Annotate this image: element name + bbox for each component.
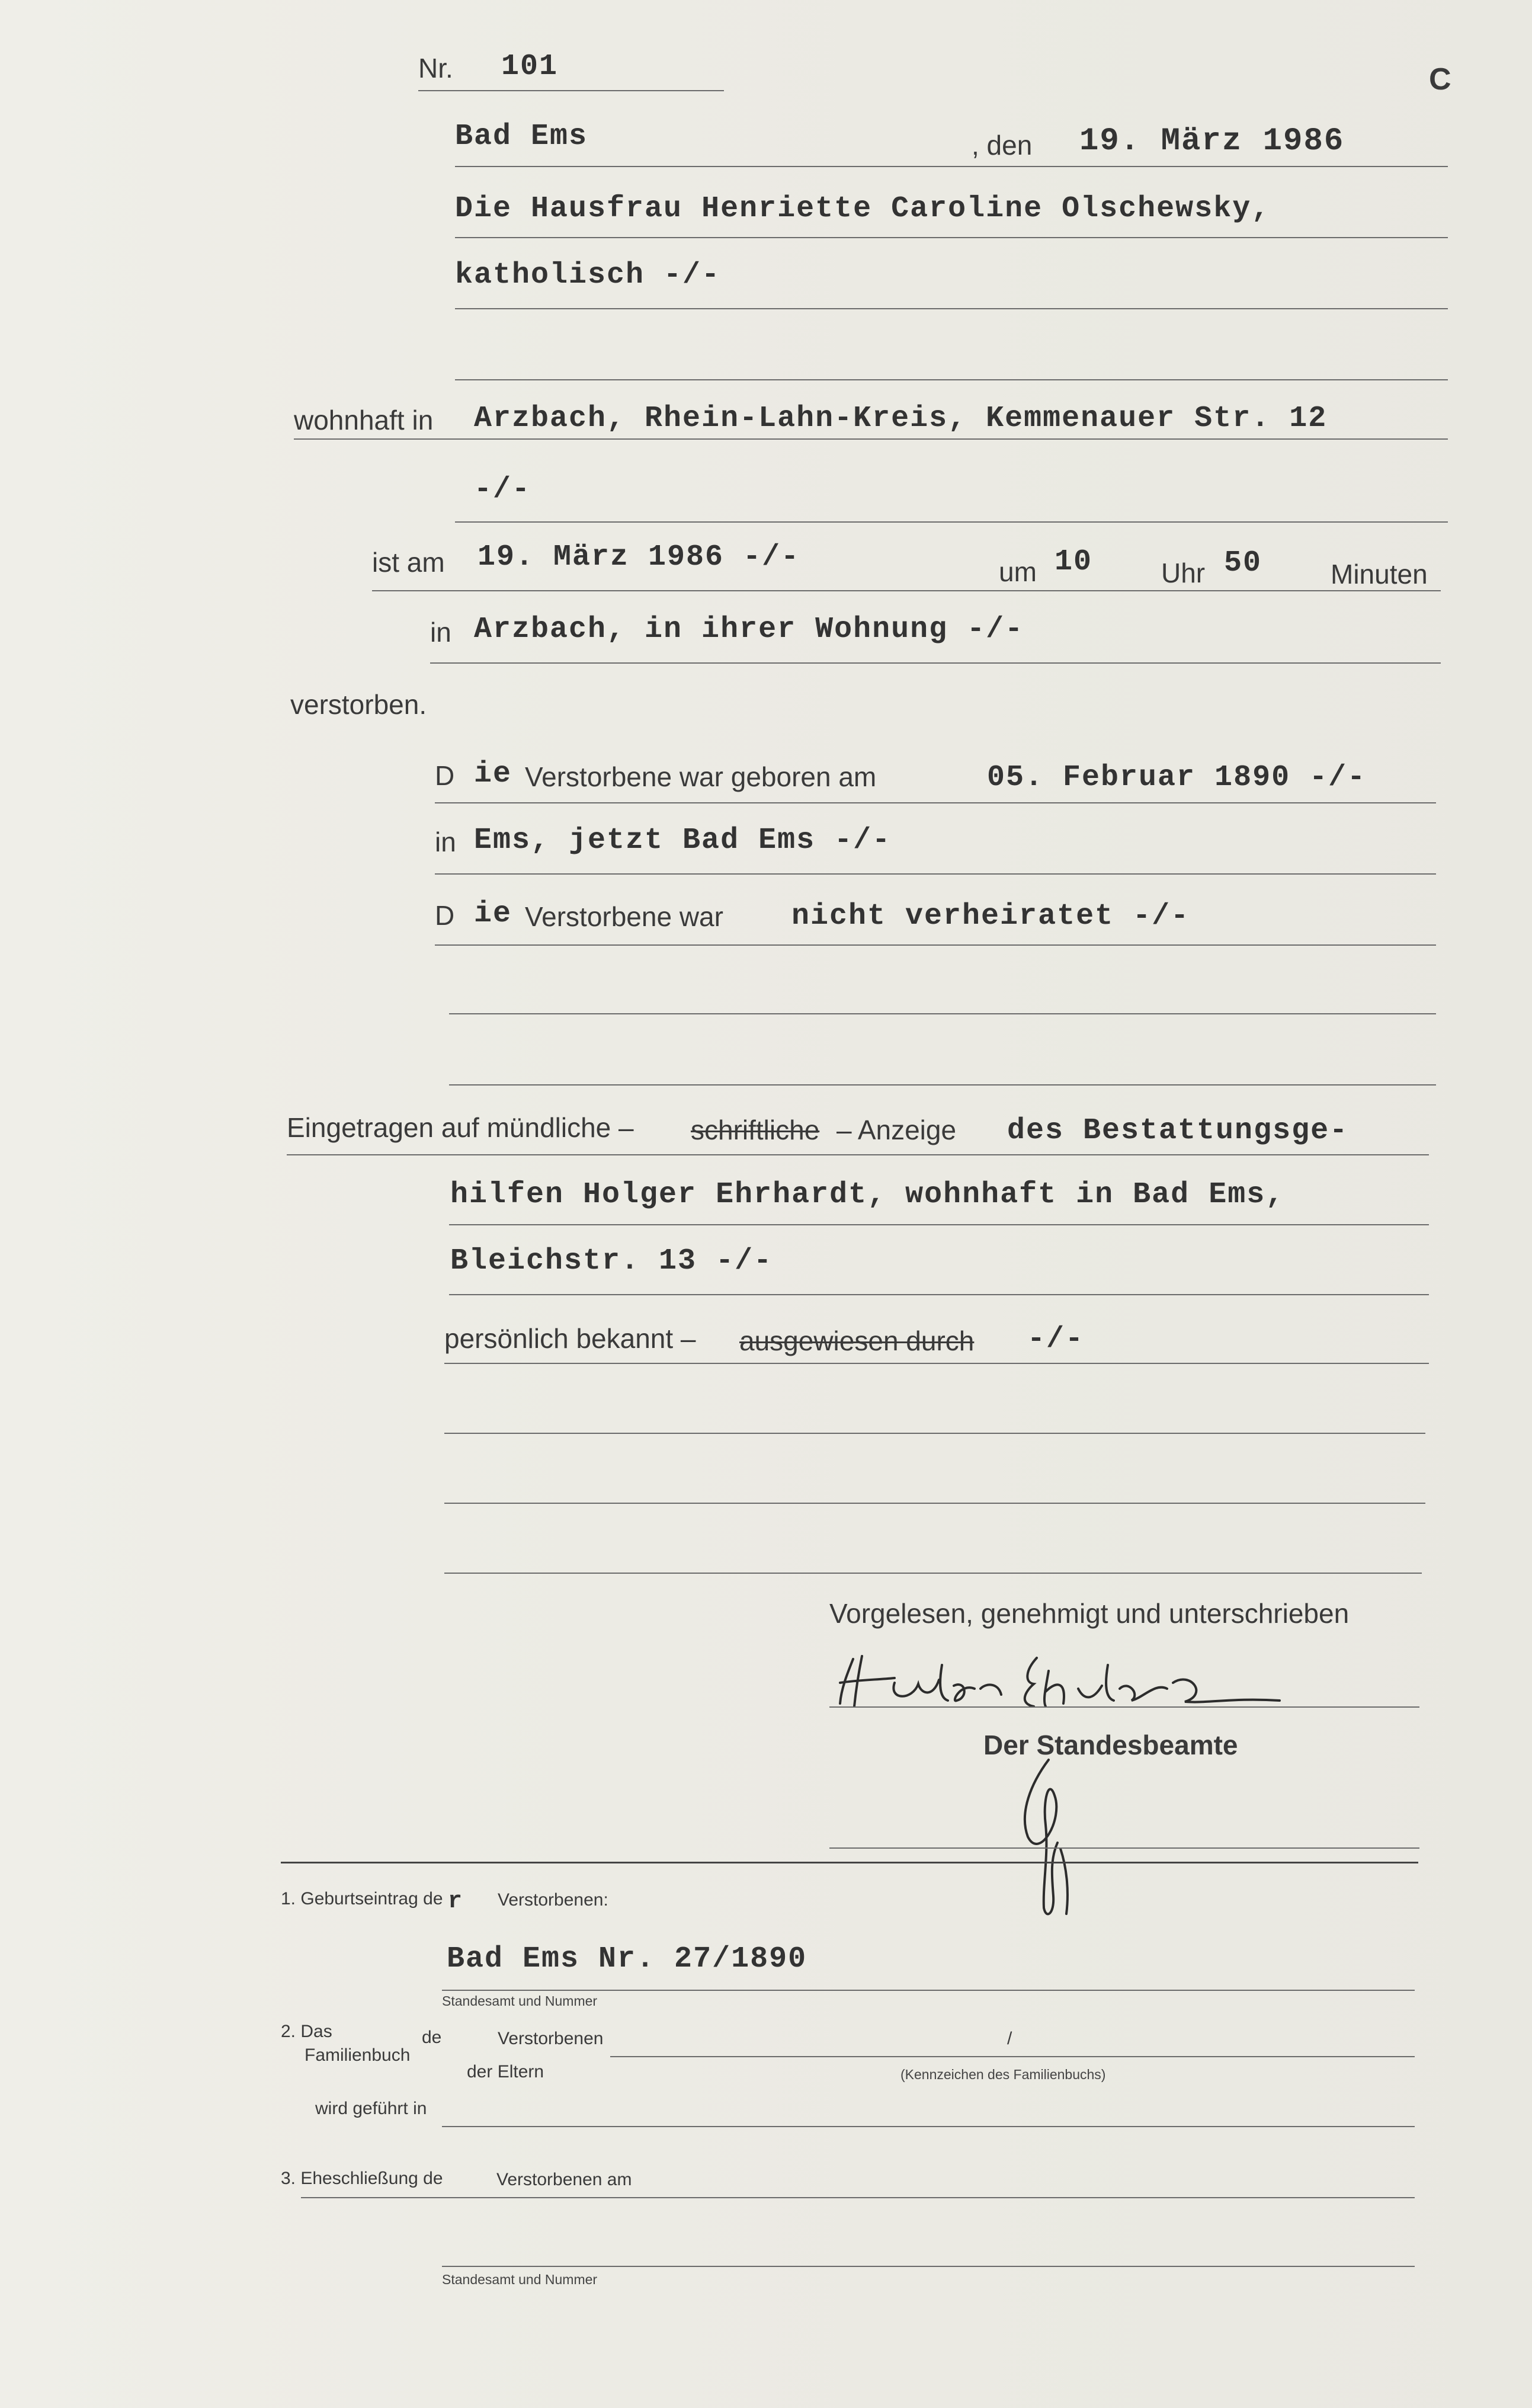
place: Bad Ems <box>455 120 588 153</box>
rule-informant-3 <box>449 1294 1429 1295</box>
in-label: in <box>430 617 451 648</box>
item1-suffix: Verstorbenen: <box>498 1890 608 1910</box>
deceased-name: Die Hausfrau Henriette Caroline Olschewsky, <box>455 192 1271 226</box>
rule-birth-place <box>435 873 1436 875</box>
item2-slash: / <box>1007 2029 1012 2048</box>
verstorben-label: verstorben. <box>290 689 427 720</box>
birth-in-label: in <box>435 827 456 857</box>
nr-rule <box>418 90 724 91</box>
informant-signature <box>829 1647 1291 1712</box>
item2-gefuehrt: wird geführt in <box>315 2099 427 2118</box>
informant-line-1: des Bestattungsge- <box>1007 1114 1349 1148</box>
standesamt-label: Standesamt und Nummer <box>442 1993 598 2009</box>
rule-birth-date <box>435 802 1436 803</box>
known-prefix: persönlich bekannt – <box>444 1323 696 1354</box>
marital-status: nicht verheiratet -/- <box>791 899 1190 933</box>
rule-blank-4 <box>444 1433 1425 1434</box>
standesamt-label-2: Standesamt und Nummer <box>442 2272 598 2287</box>
death-hour: 10 <box>1055 545 1093 579</box>
item3-suffix: Verstorbenen am <box>496 2170 632 2189</box>
rule-known <box>444 1363 1429 1364</box>
rule-blank-1 <box>455 379 1448 380</box>
informant-line-3: Bleichstr. 13 -/- <box>450 1244 773 1278</box>
um-label: um <box>999 556 1037 587</box>
item2-eltern: der Eltern <box>467 2062 544 2082</box>
nr-label: Nr. <box>418 53 453 84</box>
rule-informant-2 <box>449 1224 1429 1225</box>
registration-suffix: – Anzeige <box>836 1115 957 1145</box>
rule-official-signature <box>829 1847 1419 1849</box>
footer-separator <box>281 1862 1418 1863</box>
item1-insert: r <box>448 1888 464 1915</box>
rule-item2-gefuehrt <box>442 2126 1415 2127</box>
rule-address-1 <box>294 438 1448 440</box>
nr-value: 101 <box>501 50 559 84</box>
den-label: , den <box>972 130 1033 161</box>
item1-label: 1. Geburtseintrag de <box>281 1889 443 1909</box>
item2-kennzeichen: (Kennzeichen des Familienbuchs) <box>900 2067 1106 2082</box>
official-label: Der Standesbeamte <box>983 1730 1238 1760</box>
rule-blank-6 <box>444 1573 1422 1574</box>
marital-text: Verstorbene war <box>525 901 723 932</box>
official-signature <box>1007 1748 1090 1920</box>
rule-death-place <box>430 662 1441 664</box>
informant-line-2: hilfen Holger Ehrhardt, wohnhaft in Bad Ems, <box>450 1178 1285 1212</box>
record-date: 19. März 1986 <box>1079 123 1345 159</box>
birth-ie-insert: ie <box>474 757 512 791</box>
read-approved-label: Vorgelesen, genehmigt und unterschrieben <box>829 1598 1350 1629</box>
header-rule <box>455 166 1448 167</box>
birth-date: 05. Februar 1890 -/- <box>987 761 1367 795</box>
death-minutes: 50 <box>1224 546 1262 580</box>
registration-prefix: Eingetragen auf mündliche – <box>287 1112 634 1143</box>
known-suffix: -/- <box>1027 1323 1085 1356</box>
rule-death-date <box>372 590 1441 591</box>
death-place: Arzbach, in ihrer Wohnung -/- <box>474 613 1024 646</box>
rule-item2 <box>610 2056 1415 2057</box>
item2-familienbuch: Familienbuch <box>305 2045 411 2065</box>
rule-item3-standesamt <box>442 2266 1415 2267</box>
item2-de: de <box>422 2028 442 2047</box>
address-line-2: -/- <box>474 473 531 507</box>
birth-text: Verstorbene war geboren am <box>525 761 877 792</box>
address-line-1: Arzbach, Rhein-Lahn-Kreis, Kemmenauer Str. 12 <box>474 402 1328 436</box>
item2-verstorbenen: Verstorbenen <box>498 2029 604 2048</box>
registration-struck: schriftliche <box>691 1115 820 1145</box>
death-date: 19. März 1986 -/- <box>477 540 800 574</box>
rule-marital <box>435 944 1436 946</box>
marital-d-label: D <box>435 900 455 931</box>
minuten-label: Minuten <box>1331 559 1428 590</box>
item2-num: 2. Das <box>281 2022 332 2041</box>
rule-item1 <box>442 1990 1415 1991</box>
rule-address-2 <box>455 521 1448 523</box>
rule-registration <box>287 1154 1429 1155</box>
rule-blank-5 <box>444 1503 1425 1504</box>
item3-label: 3. Eheschließung de <box>281 2169 443 2188</box>
rule-informant-signature <box>829 1706 1419 1708</box>
corner-letter: C <box>1429 62 1451 97</box>
birth-register-value: Bad Ems Nr. 27/1890 <box>447 1942 807 1976</box>
marital-ie-insert: ie <box>474 897 512 931</box>
known-struck: ausgewiesen durch <box>739 1325 975 1356</box>
rule-blank-3 <box>449 1084 1436 1085</box>
rule-religion <box>455 308 1448 309</box>
uhr-label: Uhr <box>1161 558 1206 588</box>
birth-d-label: D <box>435 760 455 791</box>
rule-item3 <box>301 2197 1415 2198</box>
wohnhaft-label: wohnhaft in <box>294 405 434 436</box>
rule-name <box>455 237 1448 238</box>
ist-am-label: ist am <box>372 547 445 578</box>
religion: katholisch -/- <box>455 258 721 292</box>
birth-place: Ems, jetzt Bad Ems -/- <box>474 824 892 857</box>
rule-blank-2 <box>449 1013 1436 1014</box>
